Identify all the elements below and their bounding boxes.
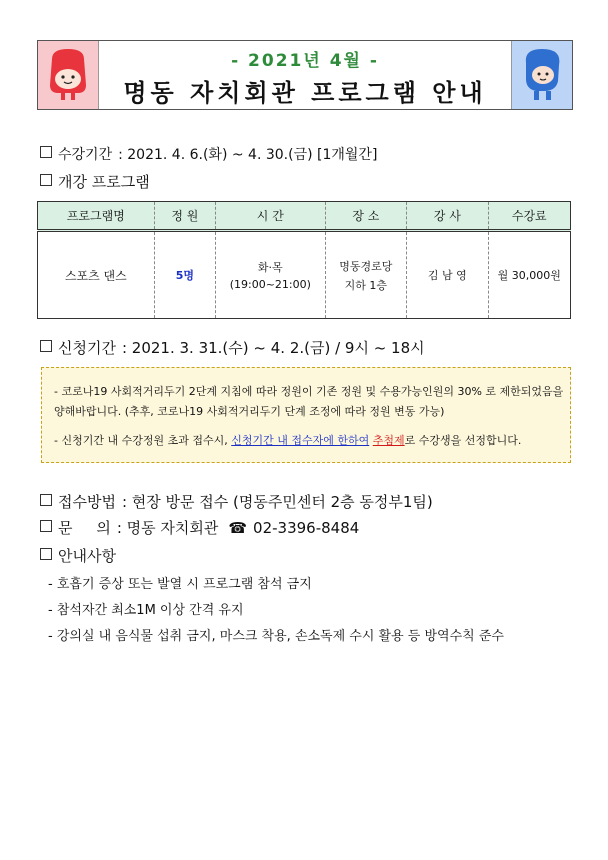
guide-item: - 참석자간 최소1M 이상 간격 유지 [48, 603, 244, 618]
inquiry-label: 문 의 [58, 519, 111, 537]
place-line-1: 명동경로당 [339, 259, 393, 273]
checkbox-bullet-icon [40, 548, 52, 560]
page-title: 명동 자치회관 프로그램 안내 [123, 79, 487, 107]
red-character-icon [38, 41, 99, 109]
program-section-heading [40, 171, 150, 192]
guide-item: - 호흡기 증상 또는 발열 시 프로그램 참석 금지 [48, 577, 312, 592]
cell-program-name: 스포츠 댄스 [38, 231, 155, 319]
inquiry-phone: 02-3396-8484 [253, 519, 360, 537]
program-table [37, 201, 571, 319]
blue-character-icon [511, 41, 572, 109]
col-header-fee: 수강료 [488, 202, 570, 231]
cell-instructor: 김 남 영 [407, 231, 488, 319]
header-banner [37, 40, 573, 110]
program-section-label: 개강 프로그램 [58, 173, 150, 191]
col-header-time: 시 간 [216, 202, 326, 231]
checkbox-bullet-icon [40, 340, 52, 352]
table-header-row [38, 202, 571, 231]
course-period-value: : 2021. 4. 6.(화) ~ 4. 30.(금) [1개월간] [118, 147, 378, 163]
notice-line-2-end: 로 수강생을 선정합니다. [404, 434, 522, 447]
col-header-program: 프로그램명 [38, 202, 155, 231]
checkbox-bullet-icon [40, 520, 52, 532]
notice-highlight-applicants: 신청기간 내 접수자에 한하여 [231, 434, 370, 447]
cell-capacity: 5명 [154, 231, 215, 319]
inquiry-line [40, 517, 359, 538]
application-period-value: : 2021. 3. 31.(수) ~ 4. 2.(금) / 9시 ~ 18시 [121, 339, 425, 357]
reception-value: : 현장 방문 접수 (명동주민센터 2층 동정부1팀) [121, 493, 433, 511]
time-days: 화·목 [257, 261, 283, 274]
guide-item: - 강의실 내 음식물 섭취 금지, 마스크 착용, 손소독제 수시 활용 등 방역수칙 준수 [48, 629, 504, 644]
notice-box [41, 367, 571, 463]
col-header-place: 장 소 [325, 202, 406, 231]
cell-time [216, 231, 326, 319]
time-hours: (19:00~21:00) [229, 278, 311, 291]
course-period-line [40, 144, 377, 164]
col-header-instructor: 강 사 [407, 202, 488, 231]
guide-heading [40, 545, 116, 566]
application-period-label: 신청기간 [58, 339, 116, 357]
notice-line-2 [54, 432, 521, 448]
notice-line-2-text: - 신청기간 내 수강정원 초과 접수시, [54, 434, 232, 447]
notice-line-1: - 코로나19 사회적거리두기 2단계 지침에 따라 정원이 기존 정원 및 수용가능인원의 30% 로 제한되었음을 양해바랍니다. (추후, 코로나19 사회적거리두기 단계 조정에 따라 정원 변동 가능) [54, 385, 564, 418]
table-row [38, 231, 571, 319]
cell-fee: 월 30,000원 [488, 231, 570, 319]
col-header-capacity: 정 원 [154, 202, 215, 231]
guide-label: 안내사항 [58, 547, 116, 565]
inquiry-value: : 명동 자치회관 [116, 519, 219, 537]
checkbox-bullet-icon [40, 494, 52, 506]
checkbox-bullet-icon [40, 146, 52, 158]
reception-label: 접수방법 [58, 493, 116, 511]
checkbox-bullet-icon [40, 174, 52, 186]
place-line-2: 지하 1층 [344, 278, 388, 292]
cell-place [325, 231, 406, 319]
course-period-label: 수강기간 [58, 147, 113, 163]
phone-icon: ☎ [228, 519, 248, 537]
application-period-line [40, 337, 425, 358]
notice-highlight-lottery: 추첨제 [372, 434, 405, 447]
reception-method-line [40, 491, 433, 512]
header-subtitle: - 2021년 4월 - [231, 51, 379, 71]
